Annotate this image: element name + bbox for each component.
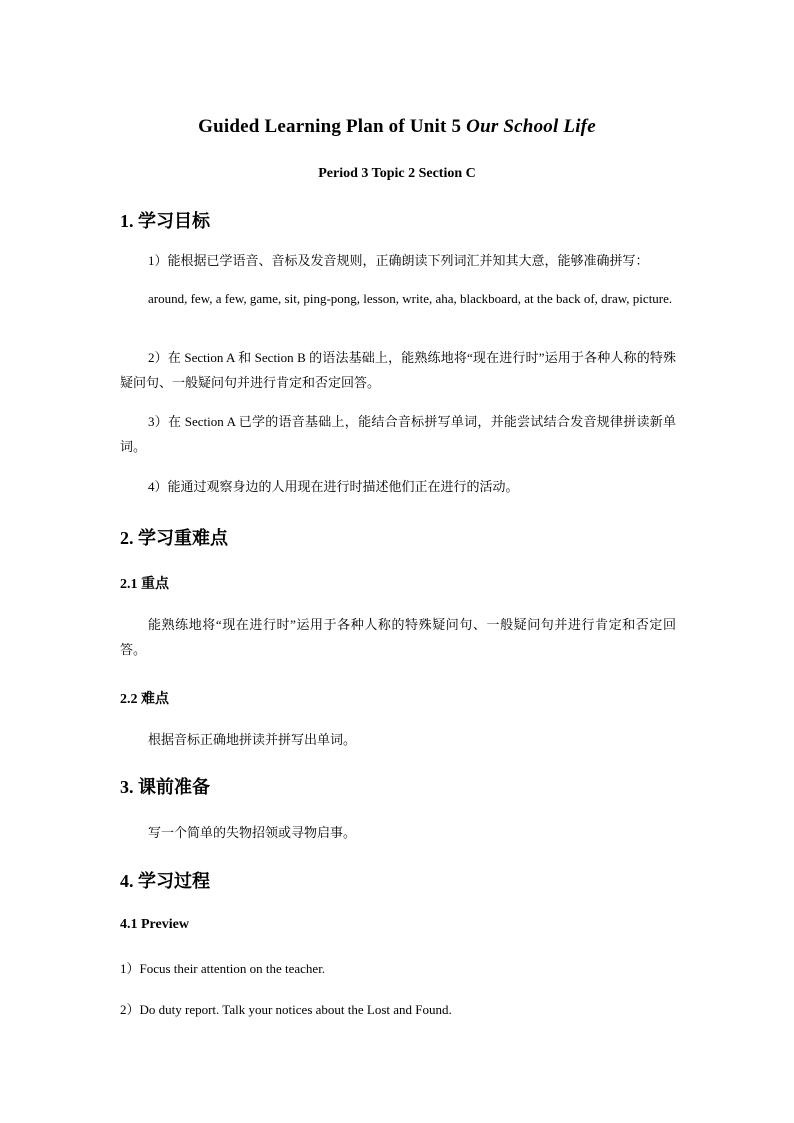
subsection-2-2-heading: 2.2 难点 <box>120 692 169 707</box>
title-italic: Our School Life <box>466 116 596 137</box>
preview-step-2: 2）Do duty report. Talk your notices about the Lost and Found. <box>120 1002 452 1017</box>
document-subtitle: Period 3 Topic 2 Section C <box>318 166 476 181</box>
preview-step-1: 1）Focus their attention on the teacher. <box>120 961 326 976</box>
section-2-heading: 2. 学习重难点 <box>120 528 228 548</box>
title-main: Guided Learning Plan of Unit 5 <box>198 116 467 137</box>
objective-3: 3）在 Section A 已学的语音基础上，能结合音标拼写单词，并能尝试结合发音规律拼读新单词。 <box>120 414 676 454</box>
subsection-4-1-heading: 4.1 Preview <box>120 917 189 932</box>
objective-2: 2）在 Section A 和 Section B 的语法基础上，能熟练地将“现在进行时”运用于各种人称的特殊疑问句、一般疑问句并进行肯定和否定回答。 <box>120 350 676 390</box>
subsection-2-1-heading: 2.1 重点 <box>120 577 169 592</box>
section-4-heading: 4. 学习过程 <box>120 871 210 891</box>
objective-4: 4）能通过观察身边的人用现在进行时描述他们正在进行的活动。 <box>148 479 519 494</box>
difficulties-text: 根据音标正确地拼读并拼写出单词。 <box>148 732 357 747</box>
preparation-text: 写一个简单的失物招领或寻物启事。 <box>148 825 357 840</box>
objective-1: 1）能根据已学语音、音标及发音规则，正确朗读下列词汇并知其大意，能够准确拼写： <box>148 253 649 268</box>
vocabulary-list: around, few, a few, game, sit, ping-pong, lesson, write, aha, blackboard, at the back of, draw, picture. <box>148 291 673 306</box>
section-3-heading: 3. 课前准备 <box>120 777 210 797</box>
document-title <box>0 116 794 138</box>
section-1-heading: 1. 学习目标 <box>120 211 210 231</box>
key-points-text: 能熟练地将“现在进行时”运用于各种人称的特殊疑问句、一般疑问句并进行肯定和否定回答。 <box>120 617 676 657</box>
